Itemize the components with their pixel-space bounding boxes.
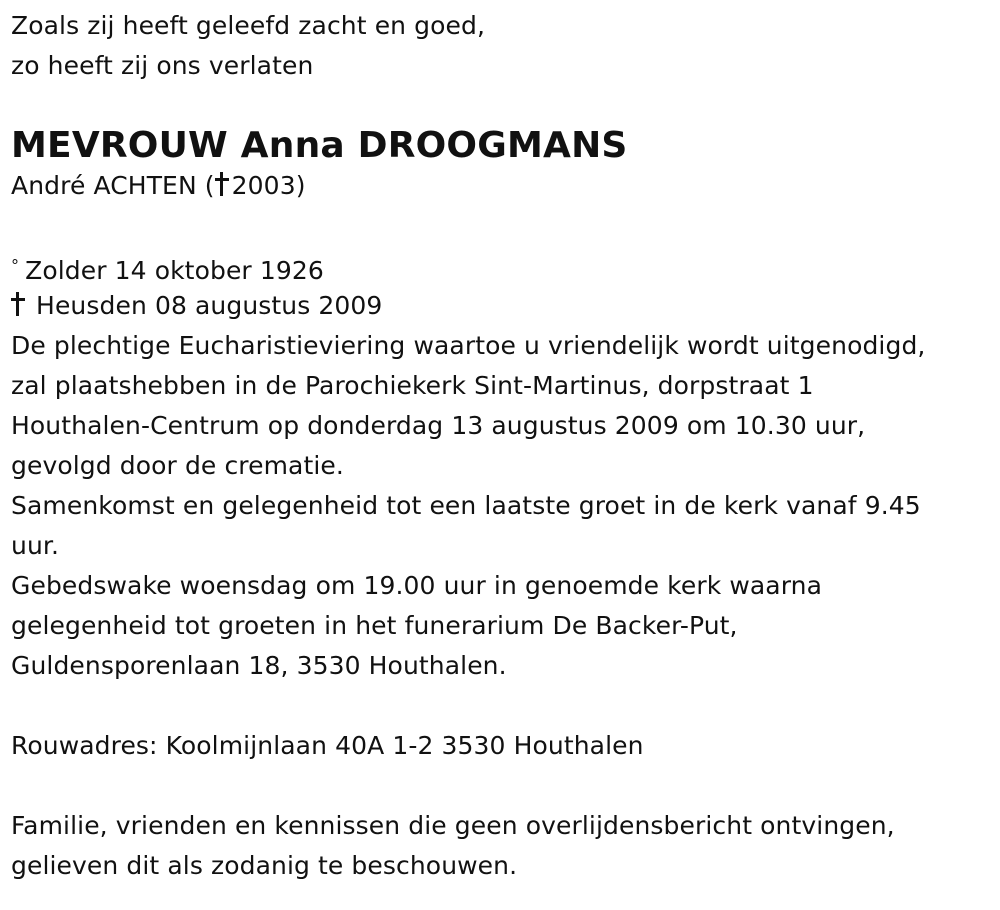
wake-line-2: gelegenheid tot groeten in het funerarium De Backer-Put, <box>11 611 738 640</box>
spouse-death-year: 2003) <box>231 171 306 200</box>
obituary-notice <box>11 6 991 886</box>
cross-icon <box>11 292 25 316</box>
verse-line-2: zo heeft zij ons verlaten <box>11 51 314 80</box>
spouse-name: André ACHTEN ( <box>11 171 215 200</box>
gathering-line-2: uur. <box>11 531 60 560</box>
wake-line-1: Gebedswake woensdag om 19.00 uur in genoemde kerk waarna <box>11 571 823 600</box>
spacer <box>11 766 991 806</box>
death-line <box>11 286 991 326</box>
ceremony-line-2: zal plaatshebben in de Parochiekerk Sint-Martinus, dorpstraat 1 <box>11 371 814 400</box>
closing-line-2: gelieven dit als zodanig te beschouwen. <box>11 851 518 880</box>
deceased-name: MEVROUW Anna DROOGMANS <box>11 125 628 166</box>
ceremony-line-4: gevolgd door de crematie. <box>11 451 344 480</box>
ceremony-line-1: De plechtige Eucharistieviering waartoe u vriendelijk wordt uitgenodigd, <box>11 331 926 360</box>
spouse-line <box>11 166 991 206</box>
birth-symbol: ° <box>11 256 20 275</box>
death-text: Heusden 08 augustus 2009 <box>36 291 383 320</box>
birth-line <box>11 246 991 286</box>
address-line: Rouwadres: Koolmijnlaan 40A 1-2 3530 Houthalen <box>11 731 644 760</box>
verse-line-1: Zoals zij heeft geleefd zacht en goed, <box>11 11 486 40</box>
wake-line-3: Guldensporenlaan 18, 3530 Houthalen. <box>11 651 507 680</box>
spacer <box>11 686 991 726</box>
ceremony-line-3: Houthalen-Centrum op donderdag 13 augustus 2009 om 10.30 uur, <box>11 411 866 440</box>
closing-line-1: Familie, vrienden en kennissen die geen overlijdensbericht ontvingen, <box>11 811 895 840</box>
birth-text: Zolder 14 oktober 1926 <box>25 256 324 285</box>
gathering-line-1: Samenkomst en gelegenheid tot een laatste groet in de kerk vanaf 9.45 <box>11 491 921 520</box>
spacer <box>11 206 991 246</box>
cross-icon <box>215 172 229 196</box>
